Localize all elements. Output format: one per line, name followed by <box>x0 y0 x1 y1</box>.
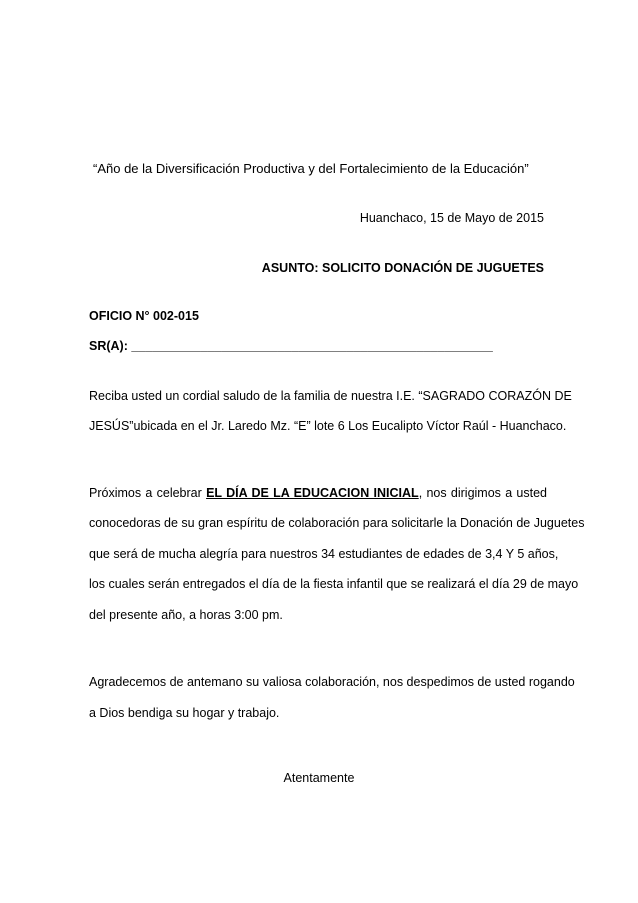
event-name-emphasis: EL DÍA DE LA EDUCACION INICIAL <box>206 486 419 500</box>
office-number: OFICIO N° 002-015 <box>89 309 199 323</box>
paragraph-line: conocedoras de su gran espíritu de colaboración para solicitarle la Donación de Juguetes <box>89 516 585 530</box>
paragraph-line <box>89 486 547 500</box>
date-line: Huanchaco, 15 de Mayo de 2015 <box>359 211 544 225</box>
paragraph-line: a Dios bendiga su hogar y trabajo. <box>89 706 280 720</box>
paragraph-line: los cuales serán entregados el día de la fiesta infantil que se realizará el día 29 de mayo <box>89 577 579 591</box>
paragraph-line: Agradecemos de antemano su valiosa colaboración, nos despedimos de usted rogando <box>89 675 575 689</box>
subject-line: ASUNTO: SOLICITO DONACIÓN DE JUGUETES <box>261 261 544 275</box>
paragraph-text: , nos dirigimos a usted <box>418 486 548 500</box>
recipient-line: SR(A): ____________________________________________________ <box>89 339 493 353</box>
paragraph-text: Próximos a celebrar <box>89 486 202 500</box>
closing-salutation: Atentamente <box>283 771 355 785</box>
paragraph-line: JESÚS”ubicada en el Jr. Laredo Mz. “E” lote 6 Los Eucalipto Víctor Raúl - Huanchaco. <box>89 419 567 433</box>
year-motto: “Año de la Diversificación Productiva y del Fortalecimiento de la Educación” <box>93 161 529 176</box>
paragraph-line: del presente año, a horas 3:00 pm. <box>89 608 283 622</box>
paragraph-line: que será de mucha alegría para nuestros 34 estudiantes de edades de 3,4 Y 5 años, <box>89 547 559 561</box>
paragraph-line: Reciba usted un cordial saludo de la familia de nuestra I.E. “SAGRADO CORAZÓN DE <box>89 389 572 403</box>
